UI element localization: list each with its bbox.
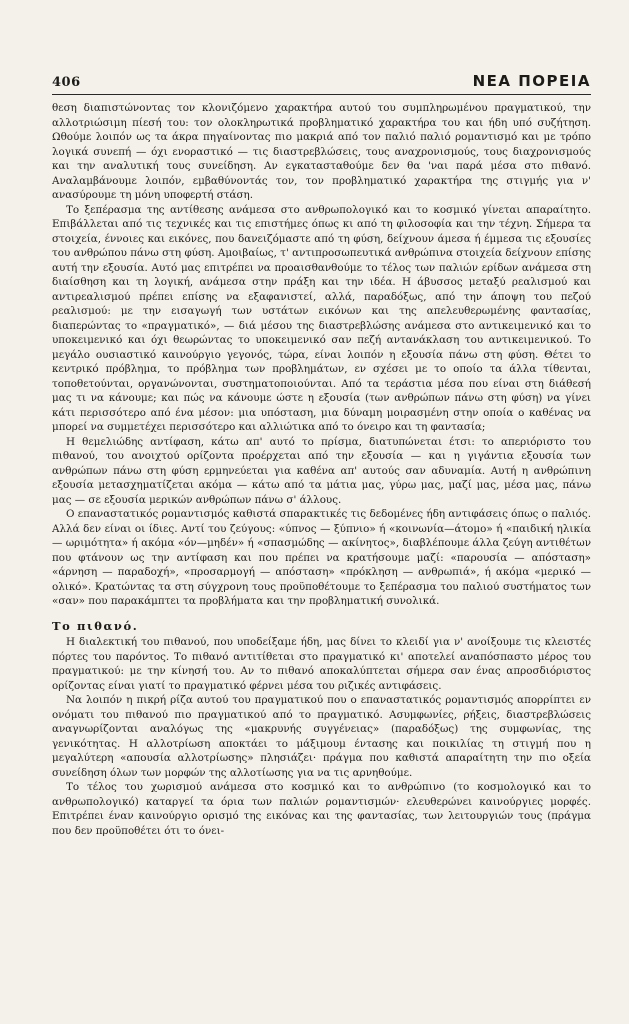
paragraph: Ο επαναστατικός ρομαντισμός καθιστά σπαρακτικές τις δεδομένες ήδη αντιφάσεις όπως ο παλιός. Αλλά δεν είναι οι ίδιες. Αντί του ζεύγους: «ύπνος — ξύπνιο» ή «κοινωνία—άτομο» ή «παιδική ηλικία — ωριμότητα» ή ακόμα «όν—μηδέν» ή «σπασμώδης — ακίνητος», διαβλέπουμε άλλα ζεύγη αντιθέτων που φτάνουν ως την αντίφαση και που πρέπει να κρατήσουμε μαζί: «παρουσία — απόσταση» «άρνηση — παραδοχή», «προσαρμογή — απόσταση» «πρόκληση — ανθρωπιά», ή ακόμα «μερικό — ολικό». Κρατώντας τα στη σύγχρονη τους προϋποθέτουμε το ξεπέρασμα του παλιού συστήματος των «σαν» που παρακάμπτει τα προβλήματα και την προβληματική συνολικά. (52, 508, 591, 607)
page-number: 406 (52, 75, 81, 90)
journal-title: ΝΕΑ ΠΟΡΕΙΑ (472, 72, 591, 90)
paragraph: Το τέλος του χωρισμού ανάμεσα στο κοσμικό και το ανθρώπινο (το κοσμολογικό και το ανθρωπολογικό) καταργεί τα όρια των παλιών ρομαντισμών· ελευθερώνει καινούργιες μορφές. Επιτρέπει έναν καινούργιο ορισμό της εικόνας και της φαντασίας, των λειτουργιών τους (πράγμα που δεν προϋποθέτει ότι το όνει- (52, 781, 591, 837)
paragraph: Η θεμελιώδης αντίφαση, κάτω απ' αυτό το πρίσμα, διατυπώνεται έτσι: το απεριόριστο του πιθανού, του ανοιχτού ορίζοντα προέρχεται από την εξουσία — και η γιγάντια εξουσία των ανθρώπων πάνω στη φύση ερμηνεύεται για καθένα απ' αυτούς σαν αδυναμία. Αυτή η ανθρώπινη εξουσία μετασχηματίζεται ακόμα — κάτω από τα μάτια μας, γύρω μας, μαζί μας, μέσα μας, πάνω μας — σε εξουσία μερικών ανθρώπων πάνω σ' άλλους. (52, 435, 591, 506)
section-heading: Το πιθανό. (52, 618, 139, 633)
article-body (52, 101, 591, 838)
paragraph: θεση διαπιστώνοντας τον κλονιζόμενο χαρακτήρα αυτού του συμπληρωμένου πραγματικού, την αλλοτριώσιμη πίεσή του: τον ολοκληρωτικά προβληματικό χαρακτήρα του και ήδη υπό συζήτηση. Ωθούμε λοιπόν ως τα άκρα πηγαίνοντας πιο μακριά από τον παλιό παλιό ρομαντισμό και με τρόπο λογικά συνεπή — όχι ενοραστικό — τις διαστρεβλώσεις, τους αναχρονισμούς, τους διαχρονισμούς και την αναλυτική τους συνείδηση. Αν εγκατασταθούμε δεν θα 'ναι παρά μέσα στο πιθανό. Αναλαμβάνουμε λοιπόν, εμβαθύνοντάς τον, τον προβληματικό χαρακτήρα της στιγμής για ν' ανασύρουμε τη μόνη υποφερτή στάση. (52, 102, 591, 201)
running-header (52, 72, 591, 95)
paragraph: Η διαλεκτική του πιθανού, που υποδείξαμε ήδη, μας δίνει το κλειδί για ν' ανοίξουμε τις κλειστές πόρτες του παρόντος. Το πιθανό αντιτίθεται στο πραγματικό κι' αποτελεί αναπόσπαστο μέρος του πραγματικού: με την κίνησή του. Αν το πιθανό αποκαλύπτεται σήμερα σαν ένας απροσδιόριστος ορίζοντας είναι γιατί το πραγματικό φέρνει μέσα του ριζικές αντιφάσεις. (52, 636, 591, 692)
paragraph: Το ξεπέρασμα της αντίθεσης ανάμεσα στο ανθρωπολογικό και το κοσμικό γίνεται απαραίτητο. Επιβάλλεται από τις τεχνικές και τις επιστήμες όπως κι από τη φιλοσοφία και την τέχνη. Σήμερα τα στοιχεία, έννοιες και εικόνες, που δανειζόμαστε από τη φύση, δείχνουν άμεσα ή έμμεσα τις εξουσίες του ανθρώπου πάνω στη φύση. Αμοιβαίως, τ' αντιπροσωπευτικά ανθρώπινα στοιχεία δείχνουν επίσης αυτή την εξουσία. Αυτό μας επιτρέπει να προαισθανθούμε το τέλος των παλιών ερίδων ανάμεσα στη διαίσθηση και τη λογική, ανάμεσα στην πράξη και την ιδέα. Η άβυσσος μεταξύ ρεαλισμού και αντιρεαλισμού πρέπει επίσης να εξαφανιστεί, αλλά, παραδόξως, από την άποψη του πεζού ρεαλισμού: με την εισαγωγή των υστάτων εικόνων και της απελευθερωμένης φαντασίας, διαπερώντας το «πραγματικό», — διά μέσου της διαστρεβλώσης ανάμεσα στο αντικειμενικό και το υποκειμενικό και όχι θεωρώντας το υποκειμενικό σαν πεζή αντανάκλαση του αντικειμενικού. Το μεγάλο ουσιαστικό καινούργιο γεγονός, τώρα, είναι λοιπόν η εξουσία πάνω στη φύση. Θέτει το κεντρικό πρόβλημα, το πρόβλημα των προβλημάτων, εν σχέσει με το οποίο τα άλλα τίθενται, τοποθετούνται, οργανώνονται, συστηματοποιούνται. Από τα τεράστια μέσα που είναι στη διάθεσή μας τι να κάνουμε; και πώς να κάνουμε ώστε η εξουσία (των ανθρώπων πάνω στη φύση) να γίνει κάτι περισσότερο από ένα μέσον: μια υπόσταση, μια δύναμη μοιρασμένη στην οποία ο καθένας να μπορεί να συμμετέχει περισσότερο και αλλιώτικα από το όνειρο και τη φαντασία; (52, 203, 591, 433)
paragraph: Να λοιπόν η πικρή ρίζα αυτού του πραγματικού που ο επαναστατικός ρομαντισμός απορρίπτει εν ονόματι του πιθανού πιο πραγματικού από το πραγματικό. Ασυμφωνίες, ρήξεις, διαστρεβλώσεις αναγνωρίζονται αναλόγως της «μακρυνής συγγένειας» (παραδόξως) της συμφωνίας, της γενικότητας. Η αλλοτρίωση αποκτάει το μάξιμουμ έντασης και ποικιλίας τη στιγμή που η μεγαλύτερη «απουσία αλλοτρίωσης» πλησιάζει· πράγμα που καθιστά απαραίτητη την πιο οξεία συνείδηση όλων των μορφών της αλλοτίωσης για να τις αρνηθούμε. (52, 694, 591, 779)
